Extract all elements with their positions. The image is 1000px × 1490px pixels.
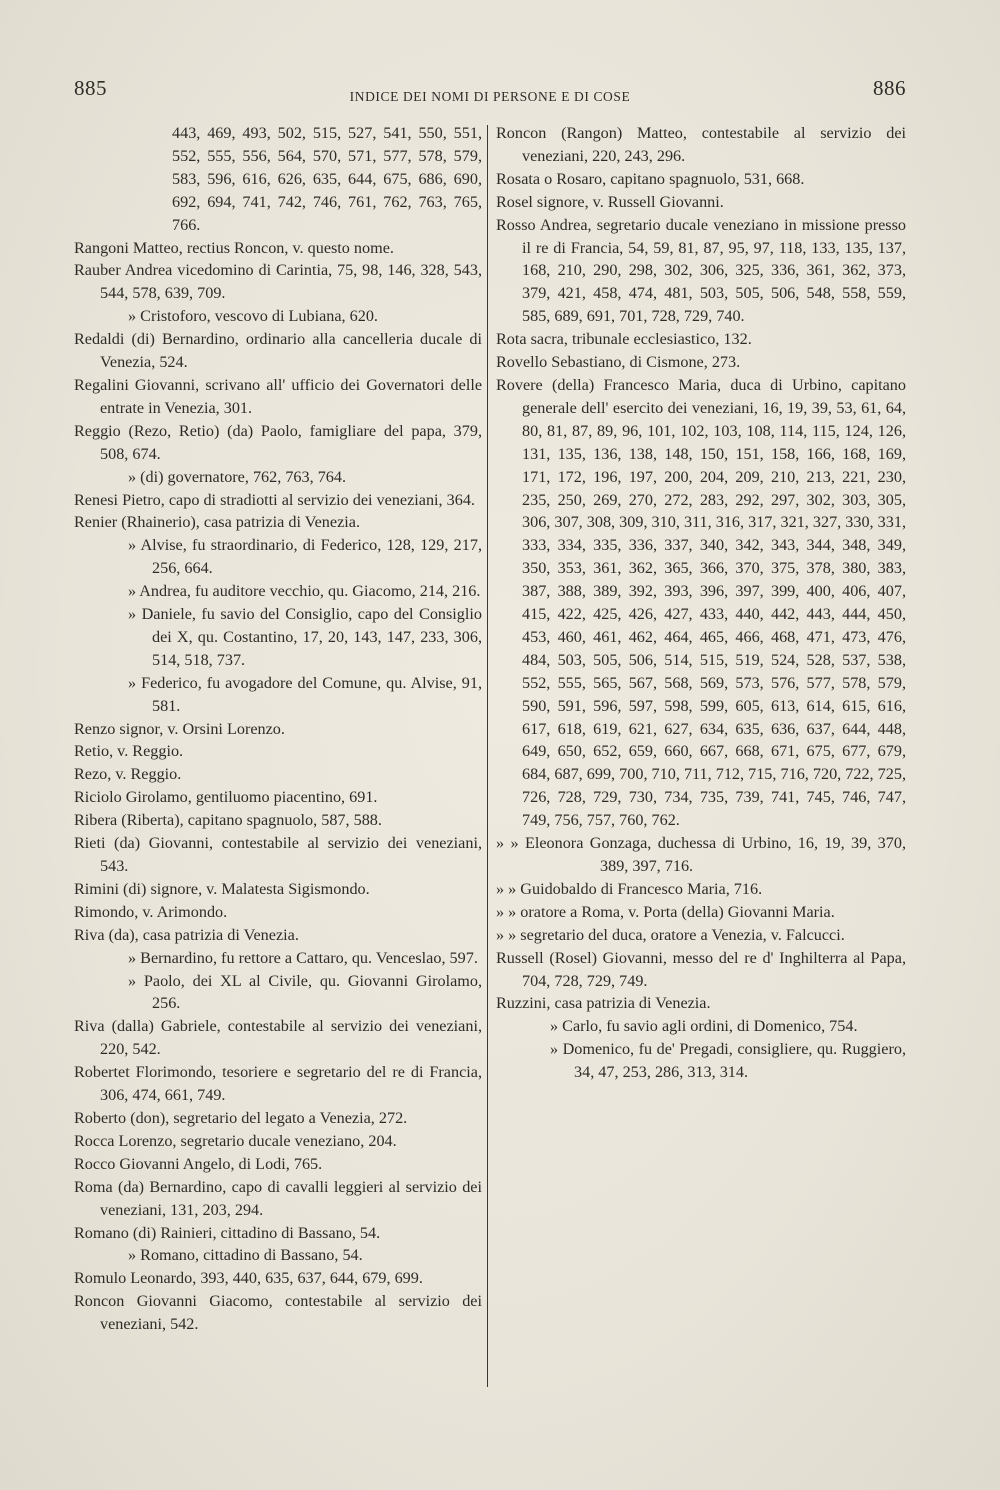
right-column bbox=[496, 122, 906, 1084]
index-entry: Roncon (Rangon) Matteo, contestabile al servizio dei veneziani, 220, 243, 296. bbox=[496, 124, 906, 165]
index-entry: » Paolo, dei XL al Civile, qu. Giovanni Girolamo, 256. bbox=[128, 971, 482, 1013]
index-entry: Ruzzini, casa patrizia di Venezia. bbox=[496, 994, 711, 1013]
index-entry: » Alvise, fu straordinario, di Federico, 128, 129, 217, 256, 664. bbox=[128, 536, 482, 578]
index-entry: Rosata o Rosaro, capitano spagnuolo, 531, 668. bbox=[496, 169, 805, 188]
index-entry: » » Guidobaldo di Francesco Maria, 716. bbox=[496, 879, 763, 898]
index-entry: » » Eleonora Gonzaga, duchessa di Urbino, 16, 19, 39, 370, 389, 397, 716. bbox=[496, 834, 906, 875]
index-entry: » (di) governatore, 762, 763, 764. bbox=[128, 467, 347, 486]
index-entry: Rosso Andrea, segretario ducale veneziano in missione presso il re di Francia, 54, 59, 81, 87, 95, 97, 118, 133, 135, 137, 168, 210, 290, 298, 302, 306, 325, 336, 361, 362, 373, 379, 421, 458, 474, 481, 503, 505, 506, 548, 558, 559, 585, 689, 691, 701, 728, 729, 740. bbox=[496, 215, 906, 326]
index-entry: Romano (di) Rainieri, cittadino di Bassano, 54. bbox=[74, 1223, 381, 1242]
index-entry: » Cristoforo, vescovo di Lubiana, 620. bbox=[128, 307, 378, 326]
index-entry: Roberto (don), segretario del legato a Venezia, 272. bbox=[74, 1108, 408, 1127]
index-entry: Rosel signore, v. Russell Giovanni. bbox=[496, 192, 724, 211]
index-entry: Robertet Florimondo, tesoriere e segretario del re di Francia, 306, 474, 661, 749. bbox=[74, 1063, 482, 1105]
index-entry: Rimini (di) signore, v. Malatesta Sigismondo. bbox=[74, 879, 370, 898]
index-entry: Rocco Giovanni Angelo, di Lodi, 765. bbox=[74, 1154, 323, 1173]
index-entry: » » oratore a Roma, v. Porta (della) Giovanni Maria. bbox=[496, 902, 835, 921]
index-entry: Riva (da), casa patrizia di Venezia. bbox=[74, 925, 299, 944]
index-entry: Riciolo Girolamo, gentiluomo piacentino, 691. bbox=[74, 788, 378, 807]
index-entry: Redaldi (di) Bernardino, ordinario alla cancelleria ducale di Venezia, 524. bbox=[74, 330, 482, 372]
index-entry: Renesi Pietro, capo di stradiotti al servizio dei veneziani, 364. bbox=[74, 490, 475, 509]
index-entry: Rieti (da) Giovanni, contestabile al servizio dei veneziani, 543. bbox=[74, 834, 482, 875]
index-entry: Romulo Leonardo, 393, 440, 635, 637, 644, 679, 699. bbox=[74, 1269, 423, 1288]
index-entry: Regalini Giovanni, scrivano all' ufficio dei Governatori delle entrate in Venezia, 301. bbox=[74, 375, 482, 417]
index-entry: Rauber Andrea vicedomino di Carintia, 75, 98, 146, 328, 543, 544, 578, 639, 709. bbox=[74, 261, 482, 303]
index-entry: » Domenico, fu de' Pregadi, consigliere, qu. Ruggiero, 34, 47, 253, 286, 313, 314. bbox=[550, 1040, 906, 1082]
index-entry: Rota sacra, tribunale ecclesiastico, 132. bbox=[496, 330, 752, 349]
index-entry: Rangoni Matteo, rectius Roncon, v. questo nome. bbox=[74, 238, 394, 257]
column-divider bbox=[487, 125, 488, 1387]
index-entry: 443, 469, 493, 502, 515, 527, 541, 550, 551, 552, 555, 556, 564, 570, 571, 577, 578, 579, 583, 596, 616, 626, 635, 644, 675, 686, 690, 692, 694, 741, 742, 746, 761, 762, 763, 765, 766. bbox=[172, 124, 482, 234]
index-entry: Rocca Lorenzo, segretario ducale veneziano, 204. bbox=[74, 1131, 397, 1150]
index-entry: » » segretario del duca, oratore a Venezia, v. Falcucci. bbox=[496, 925, 845, 944]
left-column bbox=[74, 122, 482, 1336]
index-entry: » Romano, cittadino di Bassano, 54. bbox=[128, 1246, 363, 1265]
index-entry: Roncon Giovanni Giacomo, contestabile al servizio dei veneziani, 542. bbox=[74, 1292, 482, 1334]
index-entry: Retio, v. Reggio. bbox=[74, 742, 184, 761]
index-entry: » Federico, fu avogadore del Comune, qu. Alvise, 91, 581. bbox=[128, 673, 482, 715]
running-header bbox=[74, 76, 906, 110]
index-entry: Renier (Rhainerio), casa patrizia di Venezia. bbox=[74, 513, 360, 532]
index-entry: Russell (Rosel) Giovanni, messo del re d' Inghilterra al Papa, 704, 728, 729, 749. bbox=[496, 948, 906, 990]
page-number-right: 886 bbox=[873, 76, 906, 100]
index-entry: » Bernardino, fu rettore a Cattaro, qu. Venceslao, 597. bbox=[128, 948, 478, 967]
index-entry: Ribera (Riberta), capitano spagnuolo, 587, 588. bbox=[74, 811, 382, 830]
index-entry: Reggio (Rezo, Retio) (da) Paolo, famigliare del papa, 379, 508, 674. bbox=[74, 421, 482, 463]
index-entry: Rovere (della) Francesco Maria, duca di Urbino, capitano generale dell' esercito dei veneziani, 16, 19, 39, 53, 61, 64, 80, 81, 87, 89, 96, 101, 102, 103, 108, 114, 115, 124, 126, 131, 135, 136, 138, 148, 150, 151, 158, 166, 168, 169, 171, 172, 196, 197, 200, 204, 209, 210, 213, 221, 230, 235, 250, 269, 270, 272, 283, 292, 297, 302, 303, 305, 306, 307, 308, 309, 310, 311, 316, 317, 321, 327, 330, 331, 333, 334, 335, 336, 337, 340, 342, 343, 344, 348, 349, 350, 353, 361, 362, 365, 366, 370, 375, 378, 380, 383, 387, 388, 389, 392, 393, 396, 397, 399, 400, 406, 407, 415, 422, 425, 426, 427, 433, 440, 442, 443, 444, 450, 453, 460, 461, 462, 464, 465, 466, 468, 471, 473, 476, 484, 503, 505, 506, 514, 515, 519, 524, 528, 537, 538, 552, 555, 565, 567, 568, 569, 573, 576, 577, 578, 579, 590, 591, 596, 597, 598, 599, 605, 613, 614, 615, 616, 617, 618, 619, 621, 627, 634, 635, 636, 637, 644, 448, 649, 650, 652, 659, 660, 667, 668, 671, 675, 677, 679, 684, 687, 699, 700, 710, 711, 712, 715, 716, 720, 722, 725, 726, 728, 729, 730, 734, 735, 739, 741, 745, 746, 747, 749, 756, 757, 760, 762. bbox=[496, 375, 906, 830]
index-entry: Rezo, v. Reggio. bbox=[74, 765, 182, 784]
index-entry: » Carlo, fu savio agli ordini, di Domenico, 754. bbox=[550, 1017, 858, 1036]
page-title: INDICE DEI NOMI DI PERSONE E DI COSE bbox=[349, 89, 631, 104]
index-entry: Roma (da) Bernardino, capo di cavalli leggieri al servizio dei veneziani, 131, 203, 294. bbox=[74, 1177, 482, 1219]
index-entry: Rimondo, v. Arimondo. bbox=[74, 902, 228, 921]
index-entry: » Andrea, fu auditore vecchio, qu. Giacomo, 214, 216. bbox=[128, 582, 481, 601]
index-entry: Renzo signor, v. Orsini Lorenzo. bbox=[74, 719, 285, 738]
index-entry: Rovello Sebastiano, di Cismone, 273. bbox=[496, 353, 741, 372]
index-entry: Riva (dalla) Gabriele, contestabile al servizio dei veneziani, 220, 542. bbox=[74, 1017, 482, 1059]
index-entry: » Daniele, fu savio del Consiglio, capo del Consiglio dei X, qu. Costantino, 17, 20, 143, 147, 233, 306, 514, 518, 737. bbox=[128, 605, 482, 669]
page-number-left: 885 bbox=[74, 76, 107, 100]
